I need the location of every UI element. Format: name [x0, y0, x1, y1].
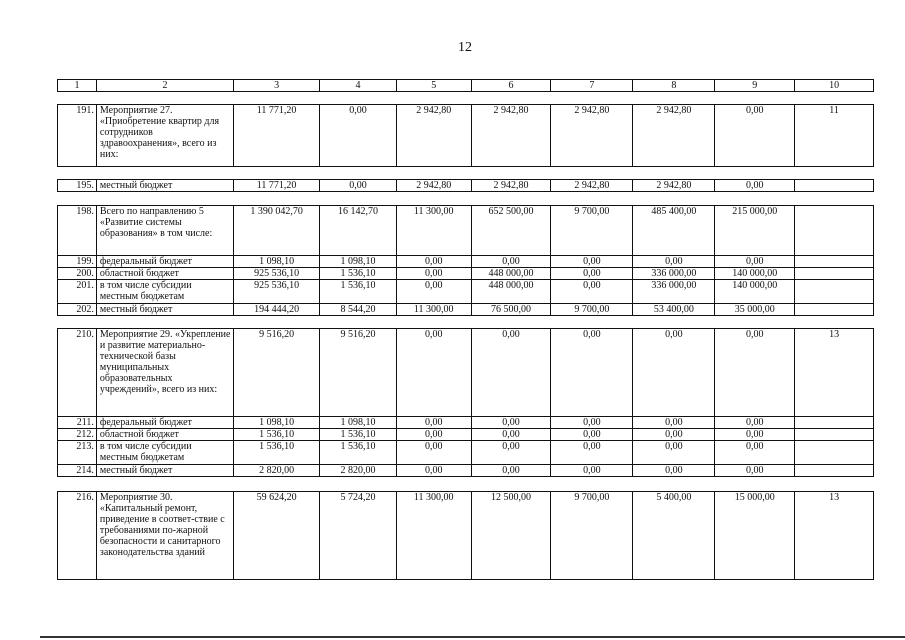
cell-year-5: 0,00: [633, 256, 715, 268]
cell-description: Мероприятие 30. «Капитальный ремонт, приведение в соответ-ствие с требованиями по-жарной безопасности и санитарного законодательства зданий: [96, 492, 233, 580]
cell-year-1: 0,00: [320, 105, 397, 167]
cell-description: федеральный бюджет: [96, 417, 233, 429]
cell-year-1: 0,00: [320, 180, 397, 192]
cell-year-2: 0,00: [396, 256, 471, 268]
cell-total: 194 444,20: [234, 304, 320, 316]
cell-year-6: 35 000,00: [715, 304, 795, 316]
cell-year-2: 0,00: [396, 329, 471, 417]
cell-reference: [795, 441, 874, 465]
cell-total: 2 820,00: [234, 465, 320, 477]
cell-year-1: 9 516,20: [320, 329, 397, 417]
cell-year-2: 11 300,00: [396, 206, 471, 256]
cell-year-6: 0,00: [715, 180, 795, 192]
cell-year-4: 9 700,00: [551, 206, 633, 256]
cell-year-3: 448 000,00: [471, 268, 551, 280]
cell-year-3: 0,00: [471, 465, 551, 477]
cell-year-4: 0,00: [551, 441, 633, 465]
cell-year-1: 5 724,20: [320, 492, 397, 580]
cell-row-number: 210.: [58, 329, 97, 417]
header-cell-3: 3: [234, 80, 320, 92]
cell-reference: [795, 256, 874, 268]
cell-row-number: 202.: [58, 304, 97, 316]
table-row: [58, 429, 874, 441]
header-cell-4: 4: [320, 80, 397, 92]
cell-year-5: 0,00: [633, 429, 715, 441]
cell-year-5: 0,00: [633, 329, 715, 417]
cell-reference: 11: [795, 105, 874, 167]
table-row: [58, 180, 874, 192]
cell-year-4: 0,00: [551, 280, 633, 304]
cell-year-5: 5 400,00: [633, 492, 715, 580]
cell-description: местный бюджет: [96, 304, 233, 316]
cell-description: Мероприятие 27. «Приобретение квартир для сотрудников здравоохранения», всего из них:: [96, 105, 233, 167]
cell-description: федеральный бюджет: [96, 256, 233, 268]
cell-year-6: 0,00: [715, 429, 795, 441]
cell-year-5: 336 000,00: [633, 280, 715, 304]
table-row: [58, 256, 874, 268]
cell-year-2: 0,00: [396, 280, 471, 304]
cell-row-number: 195.: [58, 180, 97, 192]
cell-year-6: 140 000,00: [715, 280, 795, 304]
cell-row-number: 212.: [58, 429, 97, 441]
header-cell-2: 2: [96, 80, 233, 92]
cell-total: 1 536,10: [234, 441, 320, 465]
cell-year-4: 9 700,00: [551, 304, 633, 316]
cell-description: местный бюджет: [96, 180, 233, 192]
table-row: [58, 441, 874, 465]
table-row: [58, 268, 874, 280]
cell-year-3: 0,00: [471, 429, 551, 441]
cell-year-6: 0,00: [715, 417, 795, 429]
cell-year-5: 2 942,80: [633, 180, 715, 192]
cell-year-2: 0,00: [396, 441, 471, 465]
cell-total: 9 516,20: [234, 329, 320, 417]
cell-reference: [795, 429, 874, 441]
cell-year-4: 0,00: [551, 417, 633, 429]
cell-year-4: 2 942,80: [551, 105, 633, 167]
cell-description: областной бюджет: [96, 429, 233, 441]
cell-year-3: 652 500,00: [471, 206, 551, 256]
table-row: [58, 206, 874, 256]
cell-total: 1 536,10: [234, 429, 320, 441]
cell-year-1: 2 820,00: [320, 465, 397, 477]
cell-reference: [795, 180, 874, 192]
header-cell-10: 10: [795, 80, 874, 92]
cell-reference: [795, 268, 874, 280]
cell-reference: [795, 417, 874, 429]
header-cell-7: 7: [551, 80, 633, 92]
cell-year-2: 0,00: [396, 465, 471, 477]
table-row: [58, 105, 874, 167]
cell-description: в том числе субсидии местным бюджетам: [96, 441, 233, 465]
cell-year-4: 0,00: [551, 256, 633, 268]
cell-row-number: 213.: [58, 441, 97, 465]
cell-year-5: 0,00: [633, 465, 715, 477]
cell-year-3: 448 000,00: [471, 280, 551, 304]
cell-year-2: 0,00: [396, 268, 471, 280]
cell-year-3: 12 500,00: [471, 492, 551, 580]
cell-year-3: 0,00: [471, 329, 551, 417]
cell-year-2: 2 942,80: [396, 180, 471, 192]
cell-total: 925 536,10: [234, 268, 320, 280]
cell-reference: [795, 280, 874, 304]
budget-table-group-2: [57, 179, 874, 192]
budget-table-group-4: [57, 328, 874, 477]
header-cell-8: 8: [633, 80, 715, 92]
table-row: [58, 329, 874, 417]
table-row: [58, 492, 874, 580]
cell-total: 1 098,10: [234, 417, 320, 429]
cell-year-5: 53 400,00: [633, 304, 715, 316]
cell-year-3: 2 942,80: [471, 180, 551, 192]
header-row: [58, 80, 874, 92]
cell-reference: [795, 304, 874, 316]
table-row: [58, 417, 874, 429]
cell-reference: 13: [795, 329, 874, 417]
cell-year-6: 15 000,00: [715, 492, 795, 580]
cell-year-2: 11 300,00: [396, 492, 471, 580]
cell-total: 59 624,20: [234, 492, 320, 580]
cell-total: 1 390 042,70: [234, 206, 320, 256]
cell-year-4: 0,00: [551, 429, 633, 441]
header-cell-1: 1: [58, 80, 97, 92]
cell-year-1: 1 098,10: [320, 256, 397, 268]
cell-year-3: 0,00: [471, 256, 551, 268]
cell-row-number: 216.: [58, 492, 97, 580]
table-row: [58, 465, 874, 477]
cell-total: 925 536,10: [234, 280, 320, 304]
budget-table-group-1: [57, 104, 874, 167]
cell-description: в том числе субсидии местным бюджетам: [96, 280, 233, 304]
cell-row-number: 201.: [58, 280, 97, 304]
cell-year-1: 1 536,10: [320, 441, 397, 465]
cell-description: областной бюджет: [96, 268, 233, 280]
cell-total: 11 771,20: [234, 105, 320, 167]
cell-description: Всего по направлению 5 «Развитие системы образования» в том числе:: [96, 206, 233, 256]
cell-year-3: 0,00: [471, 441, 551, 465]
cell-description: Мероприятие 29. «Укрепление и развитие материально-технической базы муниципальных образовательных учреждений», всего из них:: [96, 329, 233, 417]
cell-year-1: 1 098,10: [320, 417, 397, 429]
cell-year-3: 0,00: [471, 417, 551, 429]
cell-year-2: 11 300,00: [396, 304, 471, 316]
cell-reference: 13: [795, 492, 874, 580]
cell-year-4: 9 700,00: [551, 492, 633, 580]
cell-year-2: 0,00: [396, 417, 471, 429]
cell-year-6: 0,00: [715, 465, 795, 477]
cell-year-5: 485 400,00: [633, 206, 715, 256]
cell-year-6: 215 000,00: [715, 206, 795, 256]
cell-total: 11 771,20: [234, 180, 320, 192]
cell-year-4: 0,00: [551, 329, 633, 417]
table-row: [58, 280, 874, 304]
page-number: 12: [458, 40, 472, 55]
cell-row-number: 198.: [58, 206, 97, 256]
cell-reference: [795, 465, 874, 477]
cell-row-number: 191.: [58, 105, 97, 167]
cell-year-5: 336 000,00: [633, 268, 715, 280]
cell-description: местный бюджет: [96, 465, 233, 477]
cell-year-4: 0,00: [551, 465, 633, 477]
cell-reference: [795, 206, 874, 256]
cell-year-1: 8 544,20: [320, 304, 397, 316]
cell-row-number: 211.: [58, 417, 97, 429]
cell-year-2: 0,00: [396, 429, 471, 441]
budget-table-group-5: [57, 491, 874, 580]
page-bottom-border: [40, 636, 905, 638]
cell-total: 1 098,10: [234, 256, 320, 268]
cell-year-1: 1 536,10: [320, 429, 397, 441]
cell-row-number: 214.: [58, 465, 97, 477]
cell-year-5: 0,00: [633, 417, 715, 429]
budget-table-group-3: [57, 205, 874, 316]
table-row: [58, 304, 874, 316]
cell-year-4: 0,00: [551, 268, 633, 280]
header-cell-6: 6: [471, 80, 551, 92]
cell-year-2: 2 942,80: [396, 105, 471, 167]
cell-year-6: 0,00: [715, 256, 795, 268]
cell-year-1: 1 536,10: [320, 280, 397, 304]
cell-year-6: 0,00: [715, 329, 795, 417]
header-cell-9: 9: [715, 80, 795, 92]
cell-year-1: 16 142,70: [320, 206, 397, 256]
cell-year-6: 0,00: [715, 105, 795, 167]
header-cell-5: 5: [396, 80, 471, 92]
cell-year-5: 2 942,80: [633, 105, 715, 167]
cell-row-number: 199.: [58, 256, 97, 268]
column-number-header: [57, 79, 874, 92]
cell-year-3: 2 942,80: [471, 105, 551, 167]
cell-year-4: 2 942,80: [551, 180, 633, 192]
cell-year-5: 0,00: [633, 441, 715, 465]
cell-year-6: 0,00: [715, 441, 795, 465]
cell-row-number: 200.: [58, 268, 97, 280]
cell-year-6: 140 000,00: [715, 268, 795, 280]
cell-year-3: 76 500,00: [471, 304, 551, 316]
cell-year-1: 1 536,10: [320, 268, 397, 280]
